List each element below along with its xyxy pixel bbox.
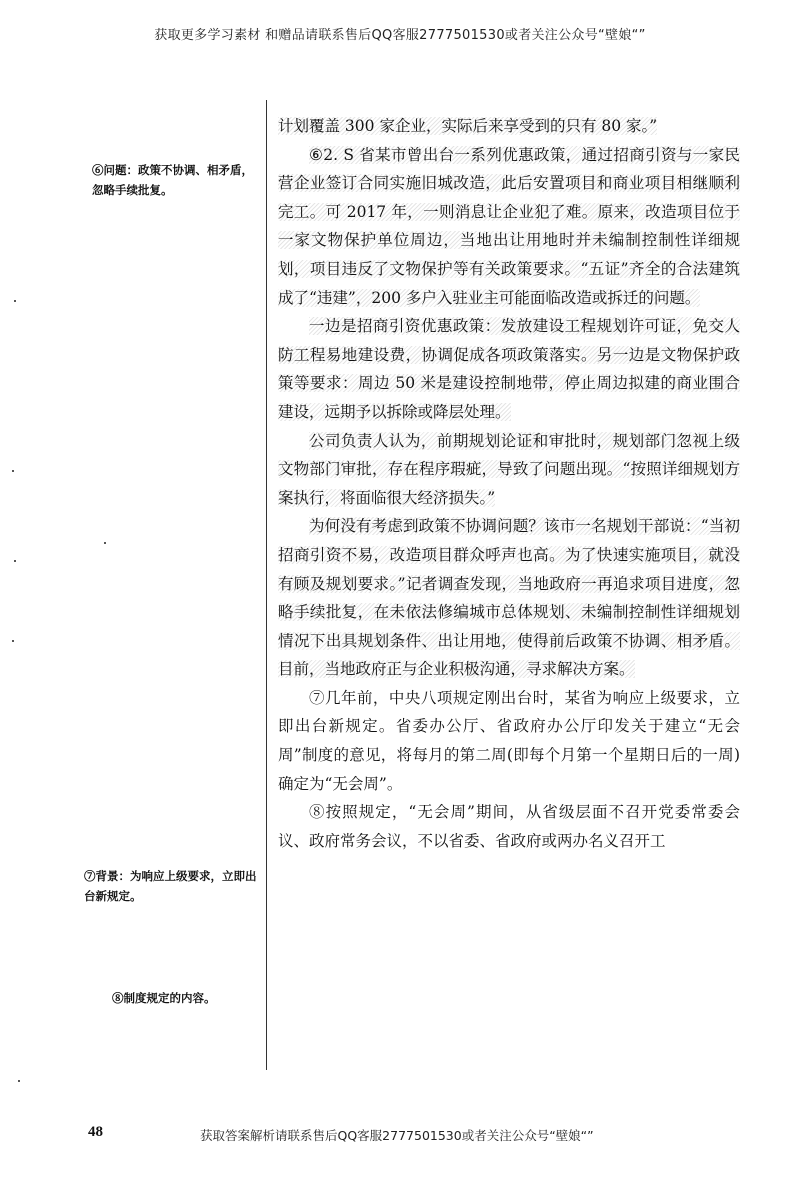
paragraph <box>278 141 740 313</box>
paragraph <box>278 312 740 426</box>
paragraph-text: 公司负责人认为，前期规划论证和审批时，规划部门忽视上级文物部门审批，存在程序瑕疵，导致了问题出现。“按照详细规划方案执行，将面临很大经济损失。” <box>278 431 740 507</box>
paragraph-text: ⑥2. S 省某市曾出台一系列优惠政策，通过招商引资与一家民营企业签订合同实施旧城改造，此后安置项目和商业项目相继顺利完工。可 2017 年，一则消息让企业犯了难。原来，改造项目位于一家文物保护单位周边，当地出让用地时并未编制控制性详细规划，项目违反了文物保护等有关政策要求。“五证”齐全的合法建筑成了“违建”，200 多户入驻业主可能面临改造或拆迁的问题。 <box>278 145 740 307</box>
body-text <box>278 112 740 855</box>
margin-note-content: ⑧制度规定的内容。 <box>112 991 216 1005</box>
margin-divider <box>266 100 267 1070</box>
margin-note-background: ⑦背景：为响应上级要求，立即出台新规定。 <box>84 869 257 903</box>
paragraph <box>278 512 740 684</box>
margin-note-problem: ⑥问题：政策不协调、相矛盾，忽略手续批复。 <box>92 163 253 197</box>
scan-speck <box>18 1080 20 1082</box>
page-header: 获取更多学习素材 和赠品请联系售后QQ客服2777501530或者关注公众号“壁娘“” <box>154 28 646 43</box>
scan-speck <box>12 470 14 472</box>
scan-speck <box>14 560 16 562</box>
paragraph-text: 为何没有考虑到政策不协调问题？该市一名规划干部说：“当初招商引资不易，改造项目群众呼声也高。为了快速实施项目，就没有顾及规划要求。”记者调查发现，当地政府一再追求项目进度，忽略手续批复，在未依法修编城市总体规划、未编制控制性详细规划情况下出具规划条件、出让用地，使得前后政策不协调、相矛盾。目前，当地政府正与企业积极沟通，寻求解决方案。 <box>278 517 740 679</box>
page-footer: 获取答案解析请联系售后QQ客服2777501530或者关注公众号“壁娘“” <box>200 1128 594 1143</box>
paragraph <box>278 112 740 141</box>
paragraph <box>278 798 740 855</box>
paragraph-text: ⑧按照规定，“无会周”期间，从省级层面不召开党委常委会议、政府常务会议，不以省委、省政府或两办名义召开工 <box>278 803 740 850</box>
scan-speck <box>12 640 14 642</box>
paragraph-text: ⑦几年前，中央八项规定刚出台时，某省为响应上级要求，立即出台新规定。省委办公厅、省政府办公厅印发关于建立“无会周”制度的意见，将每月的第二周(即每个月第一个星期日后的一周)确定为“无会周”。 <box>278 688 740 793</box>
scan-speck <box>14 300 16 302</box>
paragraph <box>278 684 740 798</box>
paragraph <box>278 427 740 513</box>
scan-speck <box>104 542 106 544</box>
paragraph-text: 一边是招商引资优惠政策：发放建设工程规划许可证，免交人防工程易地建设费，协调促成各项政策落实。另一边是文物保护政策等要求：周边 50 米是建设控制地带，停止周边拟建的商业围合建设，远期予以拆除或降层处理。 <box>278 317 740 421</box>
paragraph-text: 计划覆盖 300 家企业，实际后来享受到的只有 80 家。” <box>278 117 658 135</box>
page-number: 48 <box>88 1124 103 1140</box>
